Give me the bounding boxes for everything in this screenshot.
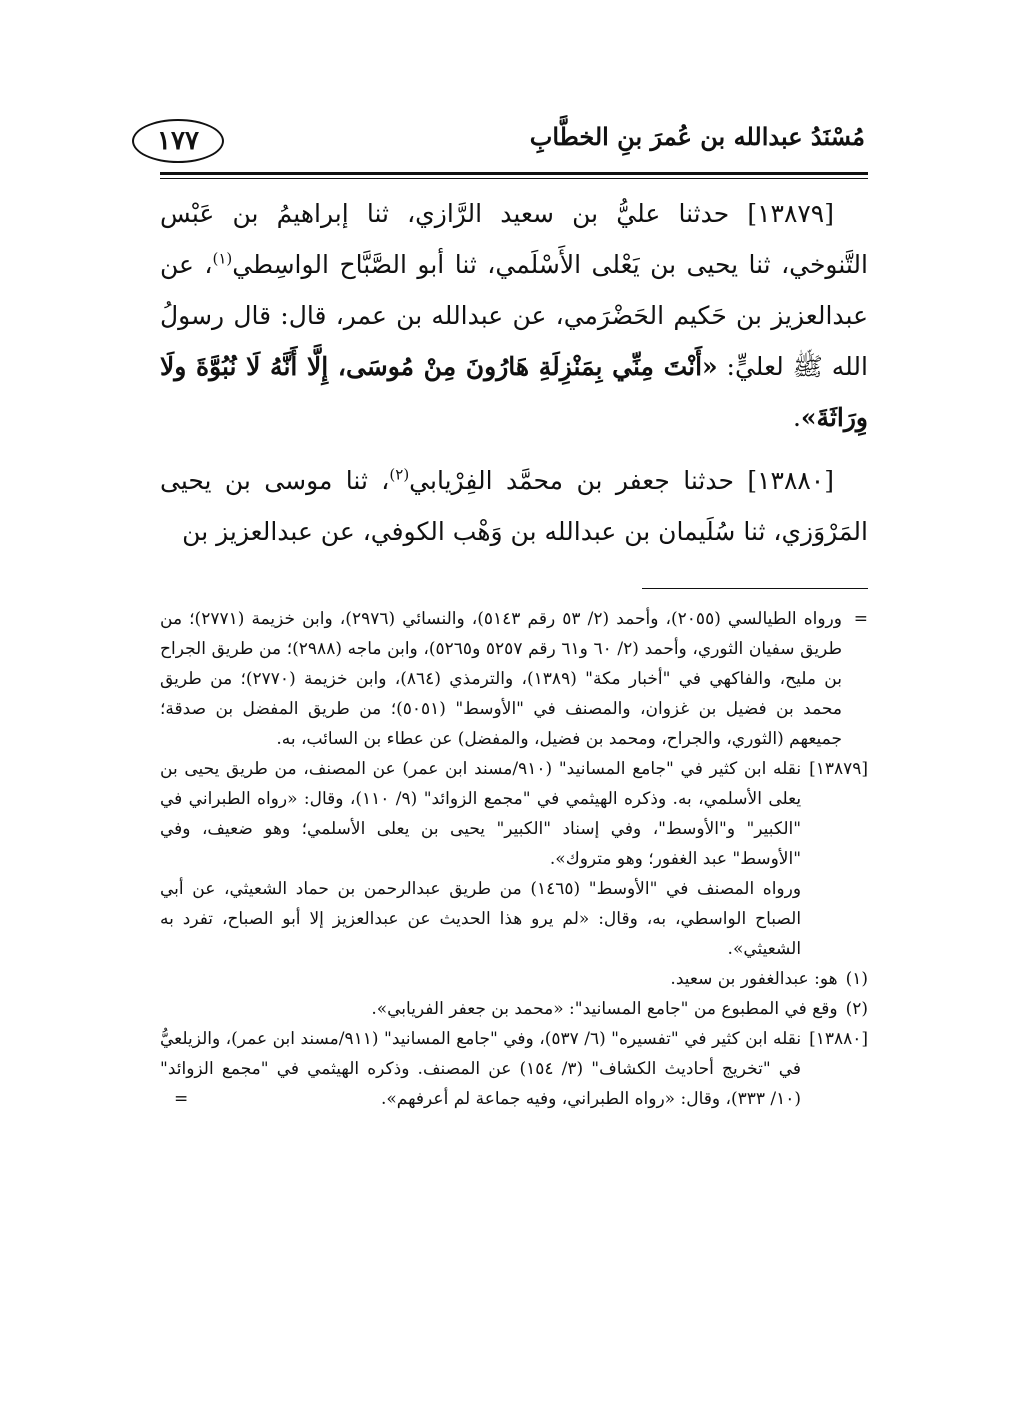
footnote-13879-num: [١٣٨٧٩] — [809, 759, 868, 779]
footnote-2 — [160, 994, 868, 1024]
footnote-13880 — [160, 1024, 868, 1114]
running-title: مُسْنَدُ عبدالله بن عُمرَ بنِ الخطَّابِ — [529, 122, 865, 151]
footnote-13879 — [160, 754, 868, 964]
main-text — [160, 188, 868, 557]
prophet-saying: «أَنْتَ مِنِّي بِمَنْزِلَةِ هَارُونَ مِنْ مُوسَى، إِلَّا أَنَّهُ لَا نُبُوَّةَ ولَا وِرَاثَةَ» — [160, 352, 868, 432]
continuation-mark: = — [853, 609, 868, 629]
footnotes — [160, 604, 868, 1114]
continue-mark: = — [174, 1089, 189, 1109]
footnote-1-text: هو: عبدالغفور بن سعيد. — [670, 969, 838, 989]
header-rule-thick — [160, 172, 868, 175]
footnote-13880-num: [١٣٨٨٠] — [809, 1029, 868, 1049]
footnote-ref-2: (٢) — [389, 465, 410, 484]
hadith-13880-intro: [١٣٨٨٠] حدثنا جعفر بن محمَّد الفِرْيابي — [409, 466, 834, 495]
hadith-13880-rest: ، ثنا موسى بن يحيى المَرْوَزي، ثنا سُلَيمان بن عبدالله بن وَهْب الكوفي، عن عبدالعزيز بن — [160, 466, 868, 546]
footnote-1 — [160, 964, 868, 994]
hadith-13879 — [160, 188, 868, 443]
footnote-13879-p2: ورواه المصنف في "الأوسط" (١٤٦٥) من طريق عبدالرحمن بن حماد الشعيثي، عن أبي الصباح الواسطي، به، وقال: «لم يرو هذا الحديث عن عبدالعزيز إلا أبو الصباح، تفرد به الشعيثي». — [160, 879, 802, 959]
hadith-13880 — [160, 455, 868, 557]
hadith-13879-end: . — [792, 403, 801, 432]
hadith-13879-intro: [١٣٨٧٩] حدثنا عليُّ بن سعيد الرَّازي، ثنا إبراهيمُ بن عَبْس التَّنوخي، ثنا يحيى بن يَعْلى الأَسْلَمي، ثنا أبو الصَّبَّاح الواسِطي — [160, 199, 868, 279]
footnote-2-text: وقع في المطبوع من "جامع المسانيد": «محمد بن جعفر الفريابي». — [371, 999, 838, 1019]
header-rule-thin — [160, 178, 868, 179]
footnote-continuation — [160, 604, 868, 754]
footnote-2-num: (٢) — [845, 999, 868, 1019]
footnote-ref-1: (١) — [212, 249, 233, 268]
footnote-separator — [642, 588, 868, 589]
page-number: ١٧٧ — [132, 119, 224, 163]
footnote-13879-p1: نقله ابن كثير في "جامع المسانيد" (٩١٠/مسند ابن عمر) عن المصنف، من طريق يحيى بن يعلى الأسلمي، به. وذكره الهيثمي في "مجمع الزوائد" (٩/ ١١٠)، وقال: «رواه الطبراني في "الكبير" و"الأوسط"، وفي إسناد "الكبير" يحيى بن يعلى الأسلمي؛ وهو ضعيف، وفي "الأوسط" عبد الغفور؛ وهو متروك». — [160, 759, 802, 869]
hadith-13879-chain: ، عن عبدالعزيز بن حَكيم الحَضْرَمي، عن عبدالله بن عمر، قال: قال رسولُ الله ﷺ لعليٍّ: — [160, 250, 868, 381]
footnote-continuation-text: ورواه الطيالسي (٢٠٥٥)، وأحمد (٢/ ٥٣ رقم ٥١٤٣)، والنسائي (٢٩٧٦)، وابن خزيمة (٢٧٧١)؛ من طريق سفيان الثوري، وأحمد (٢/ ٦٠ و٦١ رقم ٥٢٥٧ و٥٢٦٥)، وابن ماجه (٢٩٨٨)؛ من طريق الجراح بن مليح، والفاكهي في "أخبار مكة" (١٣٨٩)، والترمذي (٨٦٤)، وابن خزيمة (٢٧٧٠)؛ من طريق محمد بن فضيل بن غزوان، والمصنف في "الأوسط" (٥٠٥١)؛ من طريق المفضل بن صدقة؛ جميعهم (الثوري، والجراح، ومحمد بن فضيل، والمفضل) عن عطاء بن السائب، به. — [160, 609, 842, 749]
footnote-13880-text: نقله ابن كثير في "تفسيره" (٦/ ٥٣٧)، وفي "جامع المسانيد" (٩١١/مسند ابن عمر)، والزيلعيُّ في "تخريج أحاديث الكشاف" (٣/ ١٥٤) عن المصنف. وذكره الهيثمي في "مجمع الزوائد" (١٠/ ٣٣٣)، وقال: «رواه الطبراني، وفيه جماعة لم أعرفهم». — [160, 1029, 802, 1109]
footnote-1-num: (١) — [845, 969, 868, 989]
